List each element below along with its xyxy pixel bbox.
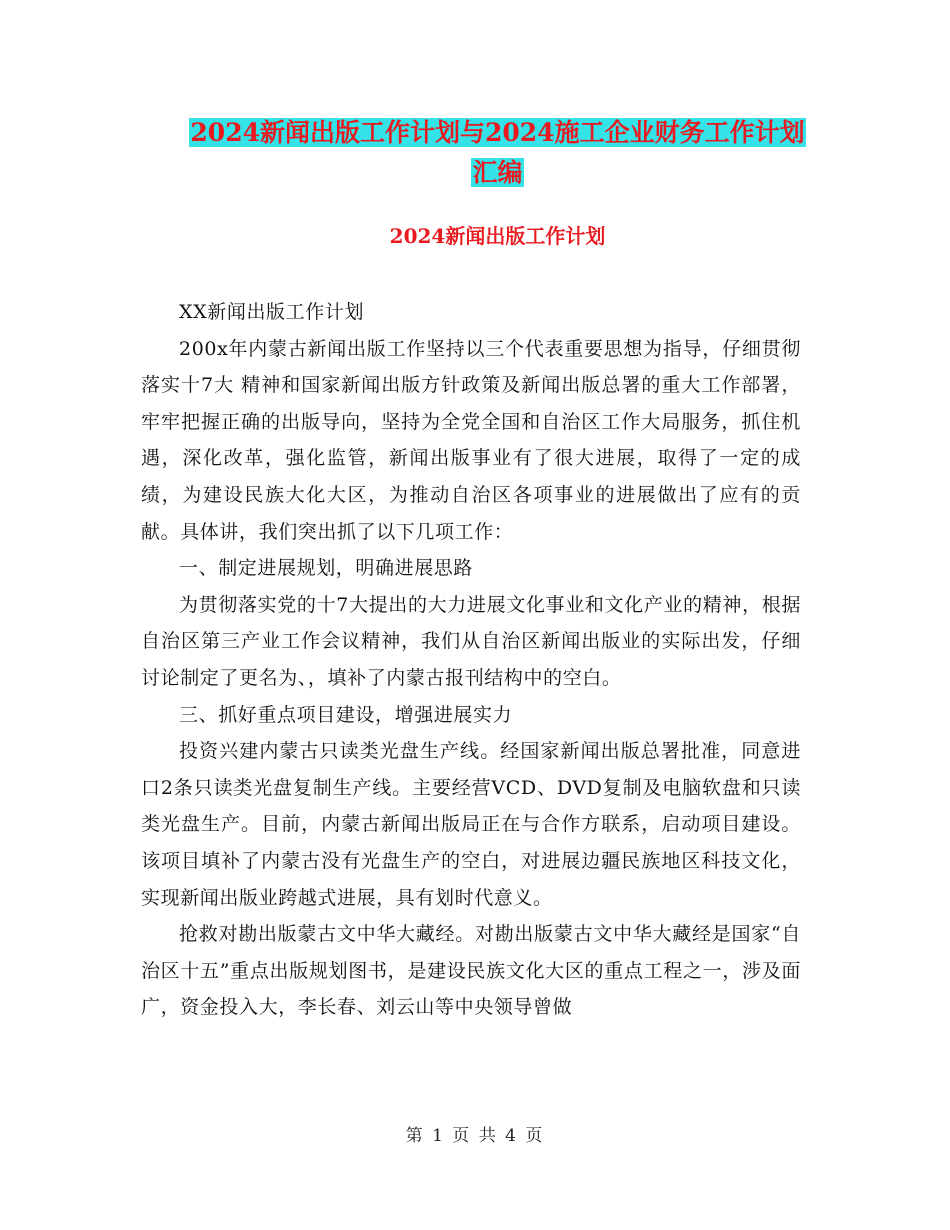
paragraph-subtitle: XX新闻出版工作计划 [179, 301, 365, 323]
document-title [140, 113, 855, 193]
document-body [141, 294, 801, 1026]
paragraph-body-2: 投资兴建内蒙古只读类光盘生产线。经国家新闻出版总署批准，同意进口2条只读类光盘复制生产线。主要经营VCD、DVD复制及电脑软盘和只读类光盘生产。目前，内蒙古新闻出版局正在与合作方联系，启动项目建设。该项目填补了内蒙古没有光盘生产的空白，对进展边疆民族地区科技文化，实现新闻出版业跨越式进展，具有划时代意义。 [141, 740, 801, 909]
page-footer: 第 1 页 共 4 页 [405, 1126, 545, 1146]
paragraph-heading-1: 一、制定进展规划，明确进展思路 [179, 557, 474, 580]
paragraph-body-3: 抢救对勘出版蒙古文中华大藏经。对勘出版蒙古文中华大藏经是国家“自治区十五”重点出版规划图书，是建设民族文化大区的重点工程之一，涉及面广，资金投入大，李长春、刘云山等中央领导曾做 [141, 923, 801, 1019]
document-title-line-1: 2024新闻出版工作计划与2024施工企业财务工作计划 [190, 118, 805, 147]
paragraph-heading-3: 三、抓好重点项目建设，增强进展实力 [179, 703, 513, 726]
section-title: 2024新闻出版工作计划 [389, 224, 606, 248]
paragraph-body-1: 为贯彻落实党的十7大提出的大力进展文化事业和文化产业的精神，根据自治区第三产业工作会议精神，我们从自治区新闻出版业的实际出发，仔细讨论制定了更名为、，填补了内蒙古报刊结构中的空白。 [141, 593, 801, 689]
document-title-line-2: 汇编 [472, 158, 523, 187]
paragraph-intro: 200x年内蒙古新闻出版工作坚持以三个代表重要思想为指导，仔细贯彻落实十7大 精神和国家新闻出版方针政策及新闻出版总署的重大工作部署，牢牢把握正确的出版导向，坚持为全党全国和自治区工作大局服务，抓住机遇，深化改革，强化监管，新闻出版事业有了很大进展，取得了一定的成绩，为建设民族大化大区，为推动自治区各项事业的进展做出了应有的贡献。具体讲，我们突出抓了以下几项工作： [141, 337, 801, 543]
